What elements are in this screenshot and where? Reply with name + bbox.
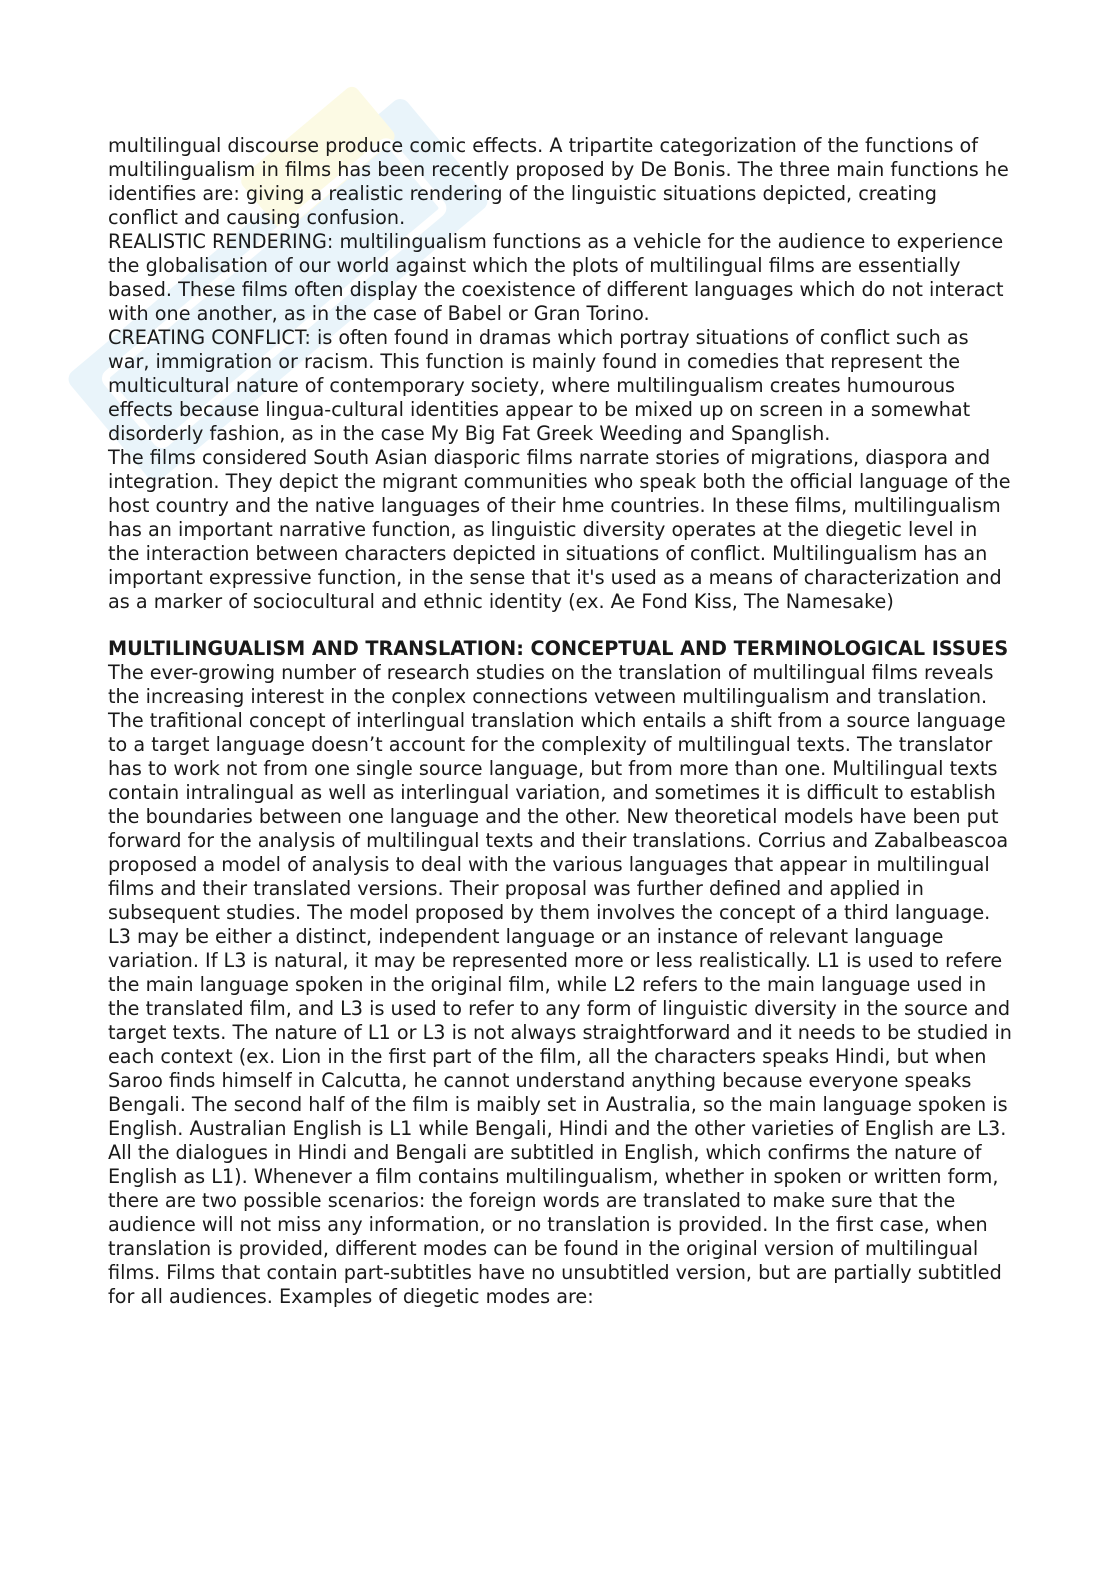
- realistic-rendering-paragraph: REALISTIC RENDERING: multilingualism functions as a vehicle for the audience to experience the globalisation of our world against which the plots of multilingual films are essentially based. These films often display the coexistence of different languages which do not interact with one another, as in the case of Babel or Gran Torino.: [108, 230, 1004, 325]
- section-body-paragraph: The ever-growing number of research studies on the translation of multilingual films reveals the increasing interest in the conplex connections vetween multilingualism and translation. The trafitional concept of interlingual translation which entails a shift from a source language to a target language doesn’t account for the complexity of multilingual texts. The translator has to work not from one single source language, but from more than one. Multilingual texts contain intralingual as well as interlingual variation, and sometimes it is difficult to establish the boundaries between one language and the other. New theoretical models have been put forward for the analysis of multilingual texts and their translations. Corrius and Zabalbeascoa proposed a model of analysis to deal with the various languages that appear in multilingual films and their translated versions. Their proposal was further defined and applied in subsequent studies. The model proposed by them involves the concept of a third language. L3 may be either a distinct, independent language or an instance of relevant language variation. If L3 is natural, it may be represented more or less realistically. L1 is used to refere the main language spoken in the original film, while L2 refers to the main language used in the translated film, and L3 is used to refer to any form of linguistic diversity in the source and target texts. The nature of L1 or L3 is not always straightforward and it needs to be studied in each context (ex. Lion in the first part of the film, all the characters speaks Hindi, but when Saroo finds himself in Calcutta, he cannot understand anything because everyone speaks Bengali. The second half of the film is maibly set in Australia, so the main language spoken is English. Australian English is L1 while Bengali, Hindi and the other varieties of English are L3. All the dialogues in Hindi and Bengali are subtitled in English, which confirms the nature of English as L1). Whenever a film contains multilingualism, whether in spoken or written form, there are two possible scenarios: the foreign words are translated to make sure that the audience will not miss any information, or no translation is provided. In the first case, when translation is provided, different modes can be found in the original version of multilingual films. Films that contain part-subtitles have no unsubtitled version, but are partially subtitled for all audiences. Examples of diegetic modes are:: [108, 661, 1012, 1308]
- creating-conflict-paragraph: CREATING CONFLICT: is often found in dramas which portray situations of conflict such as war, immigration or racism. This function is mainly found in comedies that represent the multicultural nature of contemporary society, where multilingualism creates humourous effects because lingua-cultural identities appear to be mixed up on screen in a somewhat disorderly fashion, as in the case My Big Fat Greek Weeding and Spanglish.: [108, 326, 971, 445]
- diasporic-films-paragraph: The films considered South Asian diasporic films narrate stories of migrations, diaspora and integration. They depict the migrant communities who speak both the official language of the host country and the native languages of their hme countries. In these films, multilingualism has an important narrative function, as linguistic diversity operates at the diegetic level in the interaction between characters depicted in situations of conflict. Multilingualism has an important expressive function, in the sense that it's used as a means of characterization and as a marker of sociocultural and ethnic identity (ex. Ae Fond Kiss, The Namesake): [108, 446, 1011, 613]
- section-heading: MULTILINGUALISM AND TRANSLATION: CONCEPTUAL AND TERMINOLOGICAL ISSUES: [108, 637, 1009, 660]
- document-body: [108, 134, 1013, 1309]
- intro-paragraph-1: multilingual discourse produce comic effects. A tripartite categorization of the functions of multilingualism in films has been recently proposed by De Bonis. The three main functions he identifies are: giving a realistic rendering of the linguistic situations depicted, creating conflict and causing confusion.: [108, 134, 1009, 229]
